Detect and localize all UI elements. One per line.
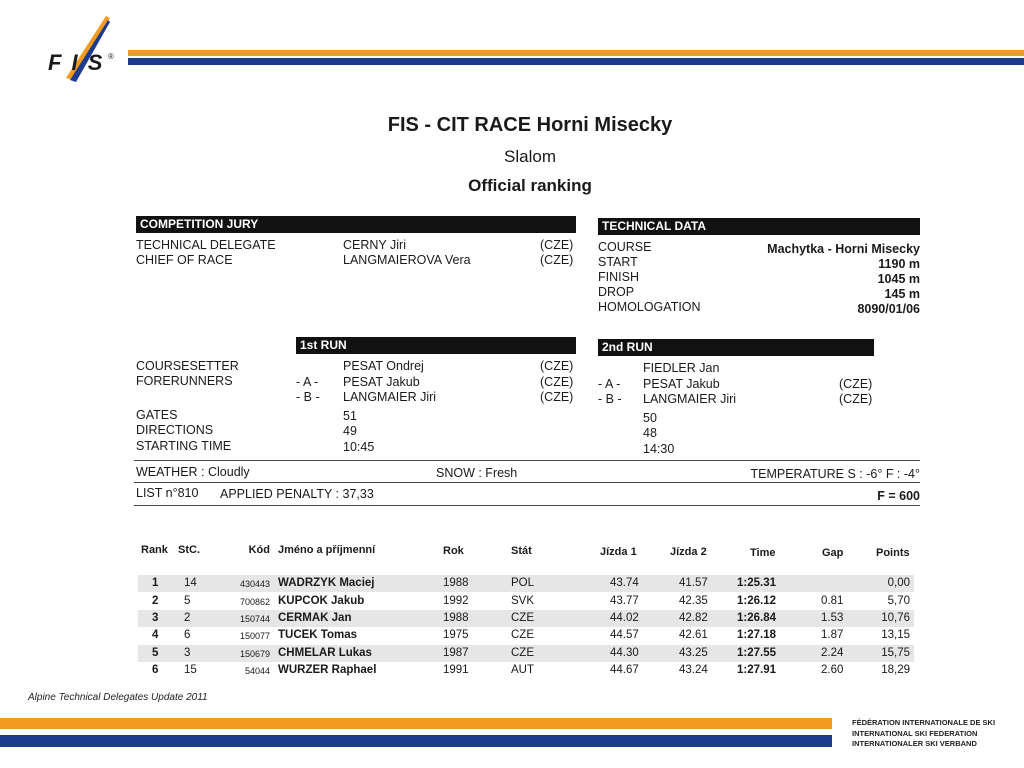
cell-year: 1992 xyxy=(443,595,469,607)
cell-year: 1988 xyxy=(443,577,469,589)
run1-coursesetter: PESAT Ondrej xyxy=(343,359,424,373)
run2-starting-time: 14:30 xyxy=(643,442,675,456)
tech-label-drop: DROP xyxy=(598,285,635,299)
header-blue-bar xyxy=(128,58,1024,65)
col-run2: Jízda 2 xyxy=(670,546,707,558)
cell-gap: 1.53 xyxy=(821,612,844,624)
cell-name: CHMELAR Lukas xyxy=(278,647,372,659)
jury-role-cor: CHIEF OF RACE xyxy=(136,253,233,267)
cell-run1: 43.77 xyxy=(610,595,639,607)
cell-code: 150679 xyxy=(239,649,270,659)
cell-points: 13,15 xyxy=(881,629,910,641)
table-row xyxy=(138,593,914,610)
run2-forerunner-b-marker: - B - xyxy=(598,392,622,406)
tech-label-homologation: HOMOLOGATION xyxy=(598,300,701,314)
federation-line-de: INTERNATIONALER SKI VERBAND xyxy=(852,739,977,748)
header-orange-bar xyxy=(128,50,1024,56)
run2-forerunner-a-nation: (CZE) xyxy=(839,377,873,391)
cell-rank: 1 xyxy=(152,577,159,589)
col-nation: Stát xyxy=(511,545,532,557)
cell-run2: 43.25 xyxy=(679,647,708,659)
cell-name: WADRZYK Maciej xyxy=(278,577,375,589)
col-gap: Gap xyxy=(822,547,844,559)
run1-gates: 51 xyxy=(343,409,357,423)
label-directions: DIRECTIONS xyxy=(136,423,214,437)
cell-name: KUPCOK Jakub xyxy=(278,595,365,607)
snow-text: SNOW : Fresh xyxy=(436,466,518,480)
cell-run2: 42.82 xyxy=(679,612,708,624)
run1-forerunner-b-nation: (CZE) xyxy=(540,390,574,404)
run2-forerunner-b-nation: (CZE) xyxy=(839,392,873,406)
run1-starting-time: 10:45 xyxy=(343,440,375,454)
jury-name-td: CERNY Jiri xyxy=(343,238,406,252)
tech-value-drop: 145 m xyxy=(884,287,920,301)
col-rank: Rank xyxy=(141,544,168,556)
cell-name: CERMAK Jan xyxy=(278,612,352,624)
footer-orange-bar xyxy=(0,718,832,729)
registered-mark: ® xyxy=(108,52,114,61)
cell-name: TUCEK Tomas xyxy=(278,629,358,641)
cell-rank: 4 xyxy=(152,629,159,641)
discipline-subtitle: Slalom xyxy=(504,147,556,166)
tech-label-course: COURSE xyxy=(598,240,652,254)
cell-nation: CZE xyxy=(511,612,534,624)
footer-blue-bar xyxy=(0,735,832,747)
run1-coursesetter-nation: (CZE) xyxy=(540,359,574,373)
col-stc: StC. xyxy=(178,544,200,556)
cell-nation: POL xyxy=(511,577,535,589)
jury-nation-cor: (CZE) xyxy=(540,253,574,267)
table-row xyxy=(138,575,914,592)
fis-logo-text: F I S xyxy=(48,50,105,75)
cell-time: 1:27.18 xyxy=(737,629,777,641)
cell-gap: 1.87 xyxy=(821,629,844,641)
jury-name-cor: LANGMAIEROVA Vera xyxy=(343,253,471,267)
col-time: Time xyxy=(750,547,776,559)
cell-run1: 44.67 xyxy=(610,664,639,676)
run1-forerunner-b-marker: - B - xyxy=(296,390,320,404)
fis-logo xyxy=(44,12,124,84)
race-title: FIS - CIT RACE Horni Misecky xyxy=(387,114,673,136)
col-run1: Jízda 1 xyxy=(600,546,637,558)
f-value: F = 600 xyxy=(877,489,920,503)
cell-year: 1975 xyxy=(443,629,469,641)
cell-nation: AUT xyxy=(511,664,534,676)
cell-rank: 2 xyxy=(152,595,159,607)
cell-stc: 14 xyxy=(184,577,197,589)
cell-time: 1:26.84 xyxy=(737,612,777,624)
cell-rank: 5 xyxy=(152,647,159,659)
cell-points: 10,76 xyxy=(881,612,910,624)
cell-rank: 3 xyxy=(152,612,159,624)
cell-run2: 42.35 xyxy=(679,595,708,607)
cell-points: 5,70 xyxy=(887,595,910,607)
jury-header: COMPETITION JURY xyxy=(136,216,576,233)
run2-gates: 50 xyxy=(643,411,657,425)
cell-time: 1:27.55 xyxy=(737,647,777,659)
label-gates: GATES xyxy=(136,408,178,422)
run2-header: 2nd RUN xyxy=(598,339,874,356)
cell-nation: CZE xyxy=(511,629,534,641)
divider-weather-bottom xyxy=(134,482,920,483)
table-row xyxy=(138,627,914,644)
cell-code: 700862 xyxy=(239,597,270,607)
cell-run1: 44.30 xyxy=(610,647,639,659)
cell-code: 54044 xyxy=(244,666,270,676)
applied-penalty: APPLIED PENALTY : 37,33 xyxy=(220,487,374,501)
run1-directions: 49 xyxy=(343,424,357,438)
label-forerunners: FORERUNNERS xyxy=(136,374,233,388)
weather-text: WEATHER : Cloudly xyxy=(136,465,250,479)
cell-gap: 2.60 xyxy=(821,664,844,676)
tech-value-start: 1190 m xyxy=(878,257,920,271)
temperature-text: TEMPERATURE S : -6° F : -4° xyxy=(750,467,920,481)
table-row xyxy=(138,610,914,627)
cell-year: 1988 xyxy=(443,612,469,624)
run1-forerunner-a-nation: (CZE) xyxy=(540,375,574,389)
run2-directions: 48 xyxy=(643,426,657,440)
cell-run2: 43.24 xyxy=(679,664,708,676)
list-number: LIST n°810 xyxy=(136,486,199,500)
technical-header: TECHNICAL DATA xyxy=(598,218,920,235)
cell-gap: 2.24 xyxy=(821,647,844,659)
cell-stc: 6 xyxy=(184,629,191,641)
ranking-type-subtitle: Official ranking xyxy=(468,176,592,195)
run1-forerunner-b: LANGMAIER Jiri xyxy=(343,390,437,404)
federation-name xyxy=(852,718,995,750)
tech-label-finish: FINISH xyxy=(598,270,639,284)
jury-nation-td: (CZE) xyxy=(540,238,574,252)
cell-stc: 3 xyxy=(184,647,191,659)
federation-line-en: INTERNATIONAL SKI FEDERATION xyxy=(852,728,978,738)
run1-forerunner-a: PESAT Jakub xyxy=(343,375,420,389)
cell-points: 0,00 xyxy=(887,577,910,589)
cell-stc: 2 xyxy=(184,612,191,624)
tech-label-start: START xyxy=(598,255,638,269)
cell-code: 150077 xyxy=(239,631,270,641)
col-code: Kód xyxy=(248,544,270,556)
cell-run2: 41.57 xyxy=(679,577,708,589)
tech-value-homologation: 8090/01/06 xyxy=(857,302,920,316)
cell-run2: 42.61 xyxy=(679,629,708,641)
federation-line-fr: FÉDÉRATION INTERNATIONALE DE SKI xyxy=(852,718,996,727)
cell-points: 18,29 xyxy=(881,664,910,676)
cell-code: 430443 xyxy=(239,579,270,589)
cell-time: 1:25.31 xyxy=(737,577,777,589)
cell-time: 1:26.12 xyxy=(737,595,777,607)
table-row xyxy=(138,645,914,662)
cell-run1: 43.74 xyxy=(610,577,639,589)
run2-forerunner-b: LANGMAIER Jiri xyxy=(643,392,737,406)
cell-year: 1991 xyxy=(443,664,469,676)
run2-forerunner-a-marker: - A - xyxy=(598,377,621,391)
cell-year: 1987 xyxy=(443,647,469,659)
run2-forerunner-a: PESAT Jakub xyxy=(643,377,720,391)
cell-rank: 6 xyxy=(152,664,159,676)
col-name: Jméno a příjmenní xyxy=(278,544,376,556)
cell-time: 1:27.91 xyxy=(737,664,777,676)
table-row xyxy=(138,662,914,679)
label-starting-time: STARTING TIME xyxy=(136,439,232,453)
cell-run1: 44.57 xyxy=(610,629,639,641)
cell-points: 15,75 xyxy=(881,647,910,659)
divider-weather-top xyxy=(134,460,920,461)
col-points: Points xyxy=(876,547,910,559)
tech-value-course: Machytka - Horni Misecky xyxy=(767,242,920,256)
cell-nation: SVK xyxy=(511,595,535,607)
cell-stc: 5 xyxy=(184,595,191,607)
footer-note: Alpine Technical Delegates Update 2011 xyxy=(28,692,208,703)
cell-stc: 15 xyxy=(184,664,197,676)
col-year: Rok xyxy=(443,545,464,557)
cell-run1: 44.02 xyxy=(610,612,639,624)
label-coursesetter: COURSESETTER xyxy=(136,359,239,373)
jury-role-td: TECHNICAL DELEGATE xyxy=(136,238,276,252)
run1-forerunner-a-marker: - A - xyxy=(296,375,319,389)
divider-conditions-bottom xyxy=(134,505,920,506)
run1-header: 1st RUN xyxy=(296,337,576,354)
cell-nation: CZE xyxy=(511,647,534,659)
cell-code: 150744 xyxy=(239,614,270,624)
tech-value-finish: 1045 m xyxy=(877,272,920,286)
cell-gap: 0.81 xyxy=(821,595,844,607)
run2-coursesetter: FIEDLER Jan xyxy=(643,361,720,375)
cell-name: WURZER Raphael xyxy=(278,664,377,676)
